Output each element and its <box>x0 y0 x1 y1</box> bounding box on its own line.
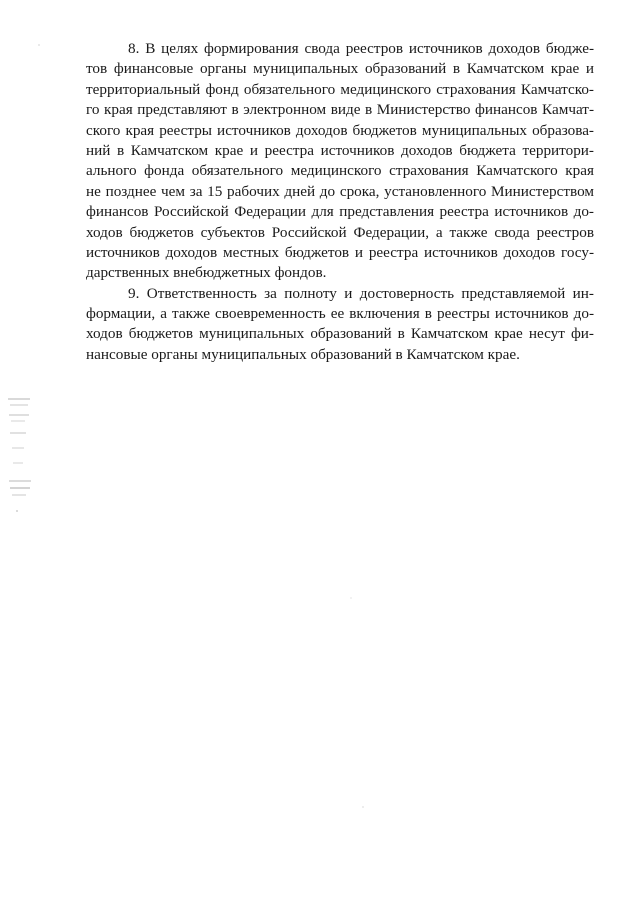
paragraph-line: финансов Российской Федерации для представления реестра источников до- <box>86 203 594 221</box>
paragraph-line: формации, а также своевременность ее включения в реестры источников до- <box>86 305 594 323</box>
paragraph-line: ходов бюджетов субъектов Российской Федерации, а также свода реестров <box>86 223 594 241</box>
paragraph-line: 9. Ответственность за полноту и достоверность представляемой ин- <box>128 284 594 302</box>
paragraph-8 <box>86 39 594 284</box>
paragraph-line: го края представляют в электронном виде в Министерство финансов Камчат- <box>86 101 594 119</box>
paragraph-line: источников доходов местных бюджетов и реестра источников доходов госу- <box>86 243 594 261</box>
scan-speck <box>350 597 352 599</box>
paragraph-line: дарственных внебюджетных фондов. <box>86 264 327 282</box>
paragraph-line: ального фонда обязательного медицинского страхования Камчатского края <box>86 162 594 180</box>
paragraph-line: 8. В целях формирования свода реестров источников доходов бюдже- <box>128 40 594 57</box>
paragraph-line: ского края реестры источников доходов бюджетов муниципальных образова- <box>86 121 594 139</box>
scan-artifacts <box>6 392 36 522</box>
paragraph-line: ходов бюджетов муниципальных образований в Камчатском крае несут фи- <box>86 325 594 343</box>
paragraph-9 <box>86 284 594 366</box>
document-body <box>86 39 594 365</box>
scan-speck <box>362 806 364 808</box>
scan-speck <box>38 44 40 46</box>
paragraph-line: территориальный фонд обязательного медицинского страхования Камчатско- <box>86 80 594 98</box>
paragraph-line: ний в Камчатском крае и реестра источников доходов бюджета территори- <box>86 141 594 159</box>
paragraph-line: не позднее чем за 15 рабочих дней до срока, установленного Министерством <box>86 182 594 200</box>
paragraph-line: нансовые органы муниципальных образований в Камчатском крае. <box>86 345 520 363</box>
paragraph-line: тов финансовые органы муниципальных образований в Камчатском крае и <box>86 60 594 78</box>
